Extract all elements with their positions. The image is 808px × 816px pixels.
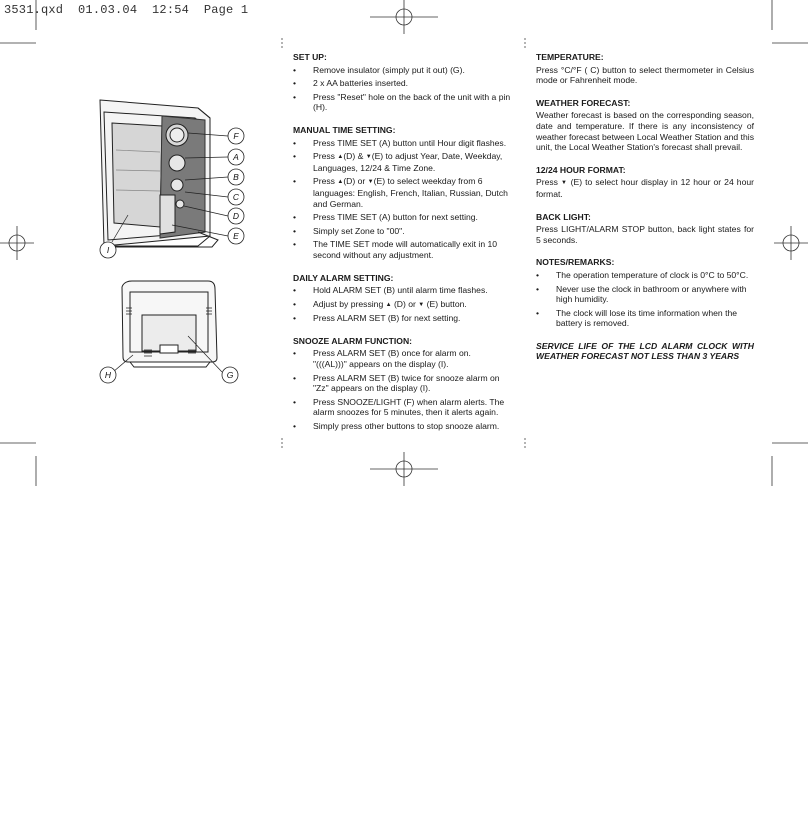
up-arrow-icon: ▲ — [337, 154, 344, 161]
instructions-column-1 — [293, 52, 515, 444]
list-item: • Remove insulator (simply put it out) (G). — [293, 65, 515, 76]
label-h: H — [104, 370, 112, 380]
text: "(((AL)))" appears on the display (I). — [313, 359, 449, 370]
instructions-column-2 — [536, 52, 754, 362]
label-e: E — [233, 231, 239, 241]
text: (E) button. — [424, 298, 467, 309]
list-item — [293, 151, 515, 173]
daily-alarm-heading: DAILY ALARM SETTING: — [293, 272, 394, 283]
snooze-heading: SNOOZE ALARM FUNCTION: — [293, 335, 413, 346]
text: (E) to select hour display in 12 hour or 24 hour format. — [536, 177, 754, 199]
list-item: • Hold ALARM SET (B) until alarm time flashes. — [293, 285, 515, 296]
list-item: • Press ALARM SET (B) for next setting. — [293, 313, 515, 324]
list-item: • Press SNOOZE/LIGHT (F) when alarm alerts. The alarm snoozes for 5 minutes, then it alerts again. — [293, 397, 515, 418]
text: (E) to select weekday from 6 languages: English, French, Italian, Russian, Dutch and German. — [313, 176, 508, 209]
list-item: • The operation temperature of clock is 0°C to 50°C. — [536, 270, 754, 281]
list-item: • Press ALARM SET (B) twice for snooze alarm on "Zz" appears on the display (I). — [293, 373, 515, 394]
backlight-section — [536, 212, 754, 246]
label-i: I — [106, 245, 110, 255]
clock-front-view — [100, 100, 228, 247]
backlight-text: Press LIGHT/ALARM STOP button, back light states for 5 seconds. — [536, 224, 754, 245]
backlight-heading: BACK LIGHT: — [536, 211, 591, 222]
setup-section — [293, 52, 515, 113]
service-life-notice: SERVICE LIFE OF THE LCD ALARM CLOCK WITH WEATHER FORECAST NOT LESS THAN 3 YEARS — [536, 340, 754, 362]
snooze-section — [293, 336, 515, 432]
down-arrow-icon: ▼ — [561, 180, 568, 187]
list-item: • Never use the clock in bathroom or anywhere with high humidity. — [536, 284, 754, 305]
temperature-section — [536, 52, 754, 86]
forecast-section — [536, 98, 754, 153]
up-arrow-icon: ▲ — [385, 301, 392, 308]
notes-section — [536, 257, 754, 329]
text: (D) & — [343, 151, 366, 162]
label-d: D — [232, 211, 240, 221]
forecast-heading: WEATHER FORECAST: — [536, 97, 631, 108]
setup-heading: SET UP: — [293, 52, 327, 62]
list-item: • The clock will lose its time information when the battery is removed. — [536, 308, 754, 329]
temperature-heading: TEMPERATURE: — [536, 52, 604, 62]
hour-format-heading: 12/24 HOUR FORMAT: — [536, 164, 626, 175]
text: Press — [536, 177, 562, 188]
file-header: 3531.qxd 01.03.04 12:54 Page 1 — [4, 3, 249, 17]
label-b: B — [233, 172, 239, 182]
label-a: A — [233, 152, 239, 162]
label-g: G — [226, 370, 234, 380]
list-item — [293, 176, 515, 209]
list-item: • Press "Reset" hole on the back of the unit with a pin (H). — [293, 92, 515, 113]
list-item: • 2 x AA batteries inserted. — [293, 78, 515, 89]
text: Press — [313, 151, 338, 162]
down-arrow-icon: ▼ — [365, 154, 372, 161]
notes-heading: NOTES/REMARKS: — [536, 257, 615, 268]
forecast-text: Weather forecast is based on the corresponding season, date and temperature. If there is any inconsistency of weather forecast between Local Weather Station and this unit, the Local Weather Station's forecast shall prevail. — [536, 110, 754, 153]
temperature-text: Press °C/°F ( C) button to select thermometer in Celsius mode or Fahrenheit mode. — [536, 64, 754, 86]
list-item: • Press TIME SET (A) button until Hour digit flashes. — [293, 138, 515, 149]
list-item — [293, 299, 515, 311]
text: (E) to adjust Year, Date, Weekday, Languages, 12/24 & Time Zone. — [313, 151, 503, 173]
list-item: • Simply set Zone to "00". — [293, 226, 515, 237]
clock-back-view — [113, 281, 222, 372]
list-item: • The TIME SET mode will automatically exit in 10 second without any adjustment. — [293, 239, 515, 260]
list-item: • Press TIME SET (A) button for next setting. — [293, 212, 515, 223]
label-f: F — [233, 131, 239, 141]
text: Press ALARM SET (B) once for alarm on. — [313, 348, 471, 359]
daily-alarm-section — [293, 273, 515, 324]
manual-time-heading: MANUAL TIME SETTING: — [293, 124, 396, 135]
manual-time-section — [293, 125, 515, 261]
text: (D) or — [391, 298, 419, 309]
text: (D) or — [343, 176, 368, 187]
list-item: • Simply press other buttons to stop snooze alarm. — [293, 421, 515, 432]
text: Adjust by pressing — [313, 298, 386, 309]
text: Press — [313, 176, 338, 187]
down-arrow-icon: ▼ — [367, 179, 374, 186]
label-c: C — [232, 192, 240, 202]
down-arrow-icon: ▼ — [418, 301, 425, 308]
hour-format-text — [536, 177, 754, 199]
list-item — [293, 348, 515, 369]
hour-format-section — [536, 165, 754, 200]
up-arrow-icon: ▲ — [337, 179, 344, 186]
